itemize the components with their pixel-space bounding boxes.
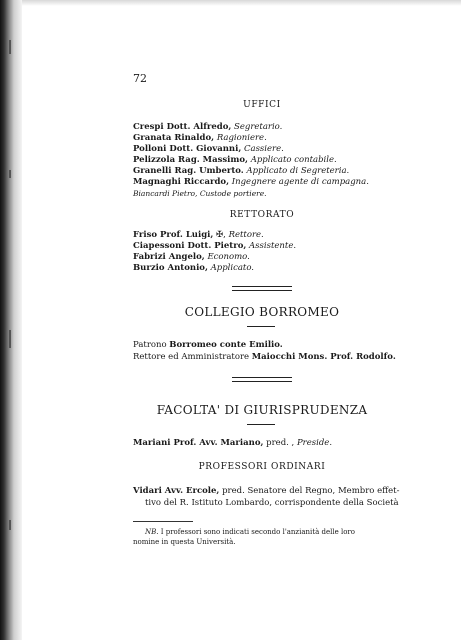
- entry-name: Ciapessoni Dott. Pietro,: [133, 241, 247, 251]
- entry-name: Granelli Rag. Umberto.: [133, 166, 244, 176]
- rettorato-entry: [133, 263, 395, 274]
- entry-role: Applicato di Segreteria.: [246, 166, 350, 176]
- patrono-label: Patrono: [133, 340, 167, 350]
- vidari-text-line2: tivo del R. Istituto Lombardo, corrispondente della Società: [145, 498, 399, 508]
- uffici-entry: [133, 155, 395, 166]
- entry-role: Economo.: [207, 252, 250, 262]
- uffici-entry: [133, 122, 395, 133]
- footnote: [133, 527, 395, 547]
- entry-role: Segretario.: [234, 122, 283, 132]
- collegio-patrono: [133, 340, 395, 351]
- entry-role: Applicato contabile.: [250, 155, 337, 165]
- rettorato-entry: [133, 230, 395, 241]
- uffici-last-entry: [133, 188, 395, 199]
- vidari-entry: [133, 485, 400, 509]
- entry-name: Magnaghi Riccardo,: [133, 177, 230, 187]
- preside-name: Mariani Prof. Avv. Mariano,: [133, 438, 264, 448]
- entry-name: Polloni Dott. Giovanni,: [133, 144, 242, 154]
- double-rule-divider: [232, 286, 292, 291]
- entry-name: Granata Rinaldo,: [133, 133, 215, 143]
- entry-name: Pelizzola Rag. Massimo,: [133, 155, 249, 165]
- preside-role: Preside.: [296, 438, 333, 448]
- section-heading-rettorato: RETTORATO: [229, 210, 295, 220]
- footnote-text-line1: I professori sono indicati secondo l'anzianità delle loro: [158, 528, 355, 536]
- entry-name: Friso Prof. Luigi,: [133, 230, 214, 240]
- page-number: 72: [133, 72, 147, 85]
- section-heading-facolta: FACOLTA' DI GIURISPRUDENZA: [156, 403, 368, 417]
- section-heading-collegio: COLLEGIO BORROMEO: [184, 305, 340, 319]
- uffici-entry: [133, 144, 395, 155]
- patrono-name: Borromeo conte Emilio.: [169, 340, 283, 350]
- entry-role: Rettore.: [228, 230, 264, 240]
- uffici-entry: [133, 166, 395, 177]
- section-heading-professori: PROFESSORI ORDINARI: [198, 462, 326, 472]
- rettorato-entry: [133, 241, 395, 252]
- vidari-text-line1: pred. Senatore del Regno, Membro effet-: [219, 486, 400, 496]
- entry-role: Ragioniere.: [216, 133, 267, 143]
- double-rule-divider: [232, 377, 292, 382]
- rettore-name: Maiocchi Mons. Prof. Rodolfo.: [251, 352, 396, 362]
- vidari-name: Vidari Avv. Ercole,: [133, 486, 220, 496]
- entry-role: Cassiere.: [244, 144, 284, 154]
- entry-name: Burzio Antonio,: [133, 263, 208, 273]
- entry-role: Applicato.: [210, 263, 255, 273]
- entry-name: Crespi Dott. Alfredo,: [133, 122, 232, 132]
- entry-role: Assistente.: [249, 241, 297, 251]
- footnote-label: NB.: [145, 528, 159, 536]
- preside-note: pred. ,: [263, 438, 297, 448]
- uffici-entry: [133, 177, 395, 188]
- entry-text: Biancardi Pietro, Custode portiere.: [133, 189, 267, 198]
- footnote-text-line2: nomine in questa Università.: [133, 538, 236, 546]
- entry-role: Ingegnere agente di campagna.: [231, 177, 369, 187]
- uffici-entry: [133, 133, 395, 144]
- entry-name: Fabrizi Angelo,: [133, 252, 205, 262]
- entry-honor: ✠,: [213, 230, 229, 240]
- rettore-label: Rettore ed Amministratore: [133, 352, 250, 362]
- rettorato-entry: [133, 252, 395, 263]
- short-rule: [247, 326, 275, 327]
- section-heading-uffici: UFFICI: [243, 100, 281, 110]
- facolta-preside: [133, 438, 395, 449]
- collegio-rettore: [133, 352, 395, 363]
- short-rule: [247, 424, 275, 425]
- footnote-rule: [133, 521, 193, 522]
